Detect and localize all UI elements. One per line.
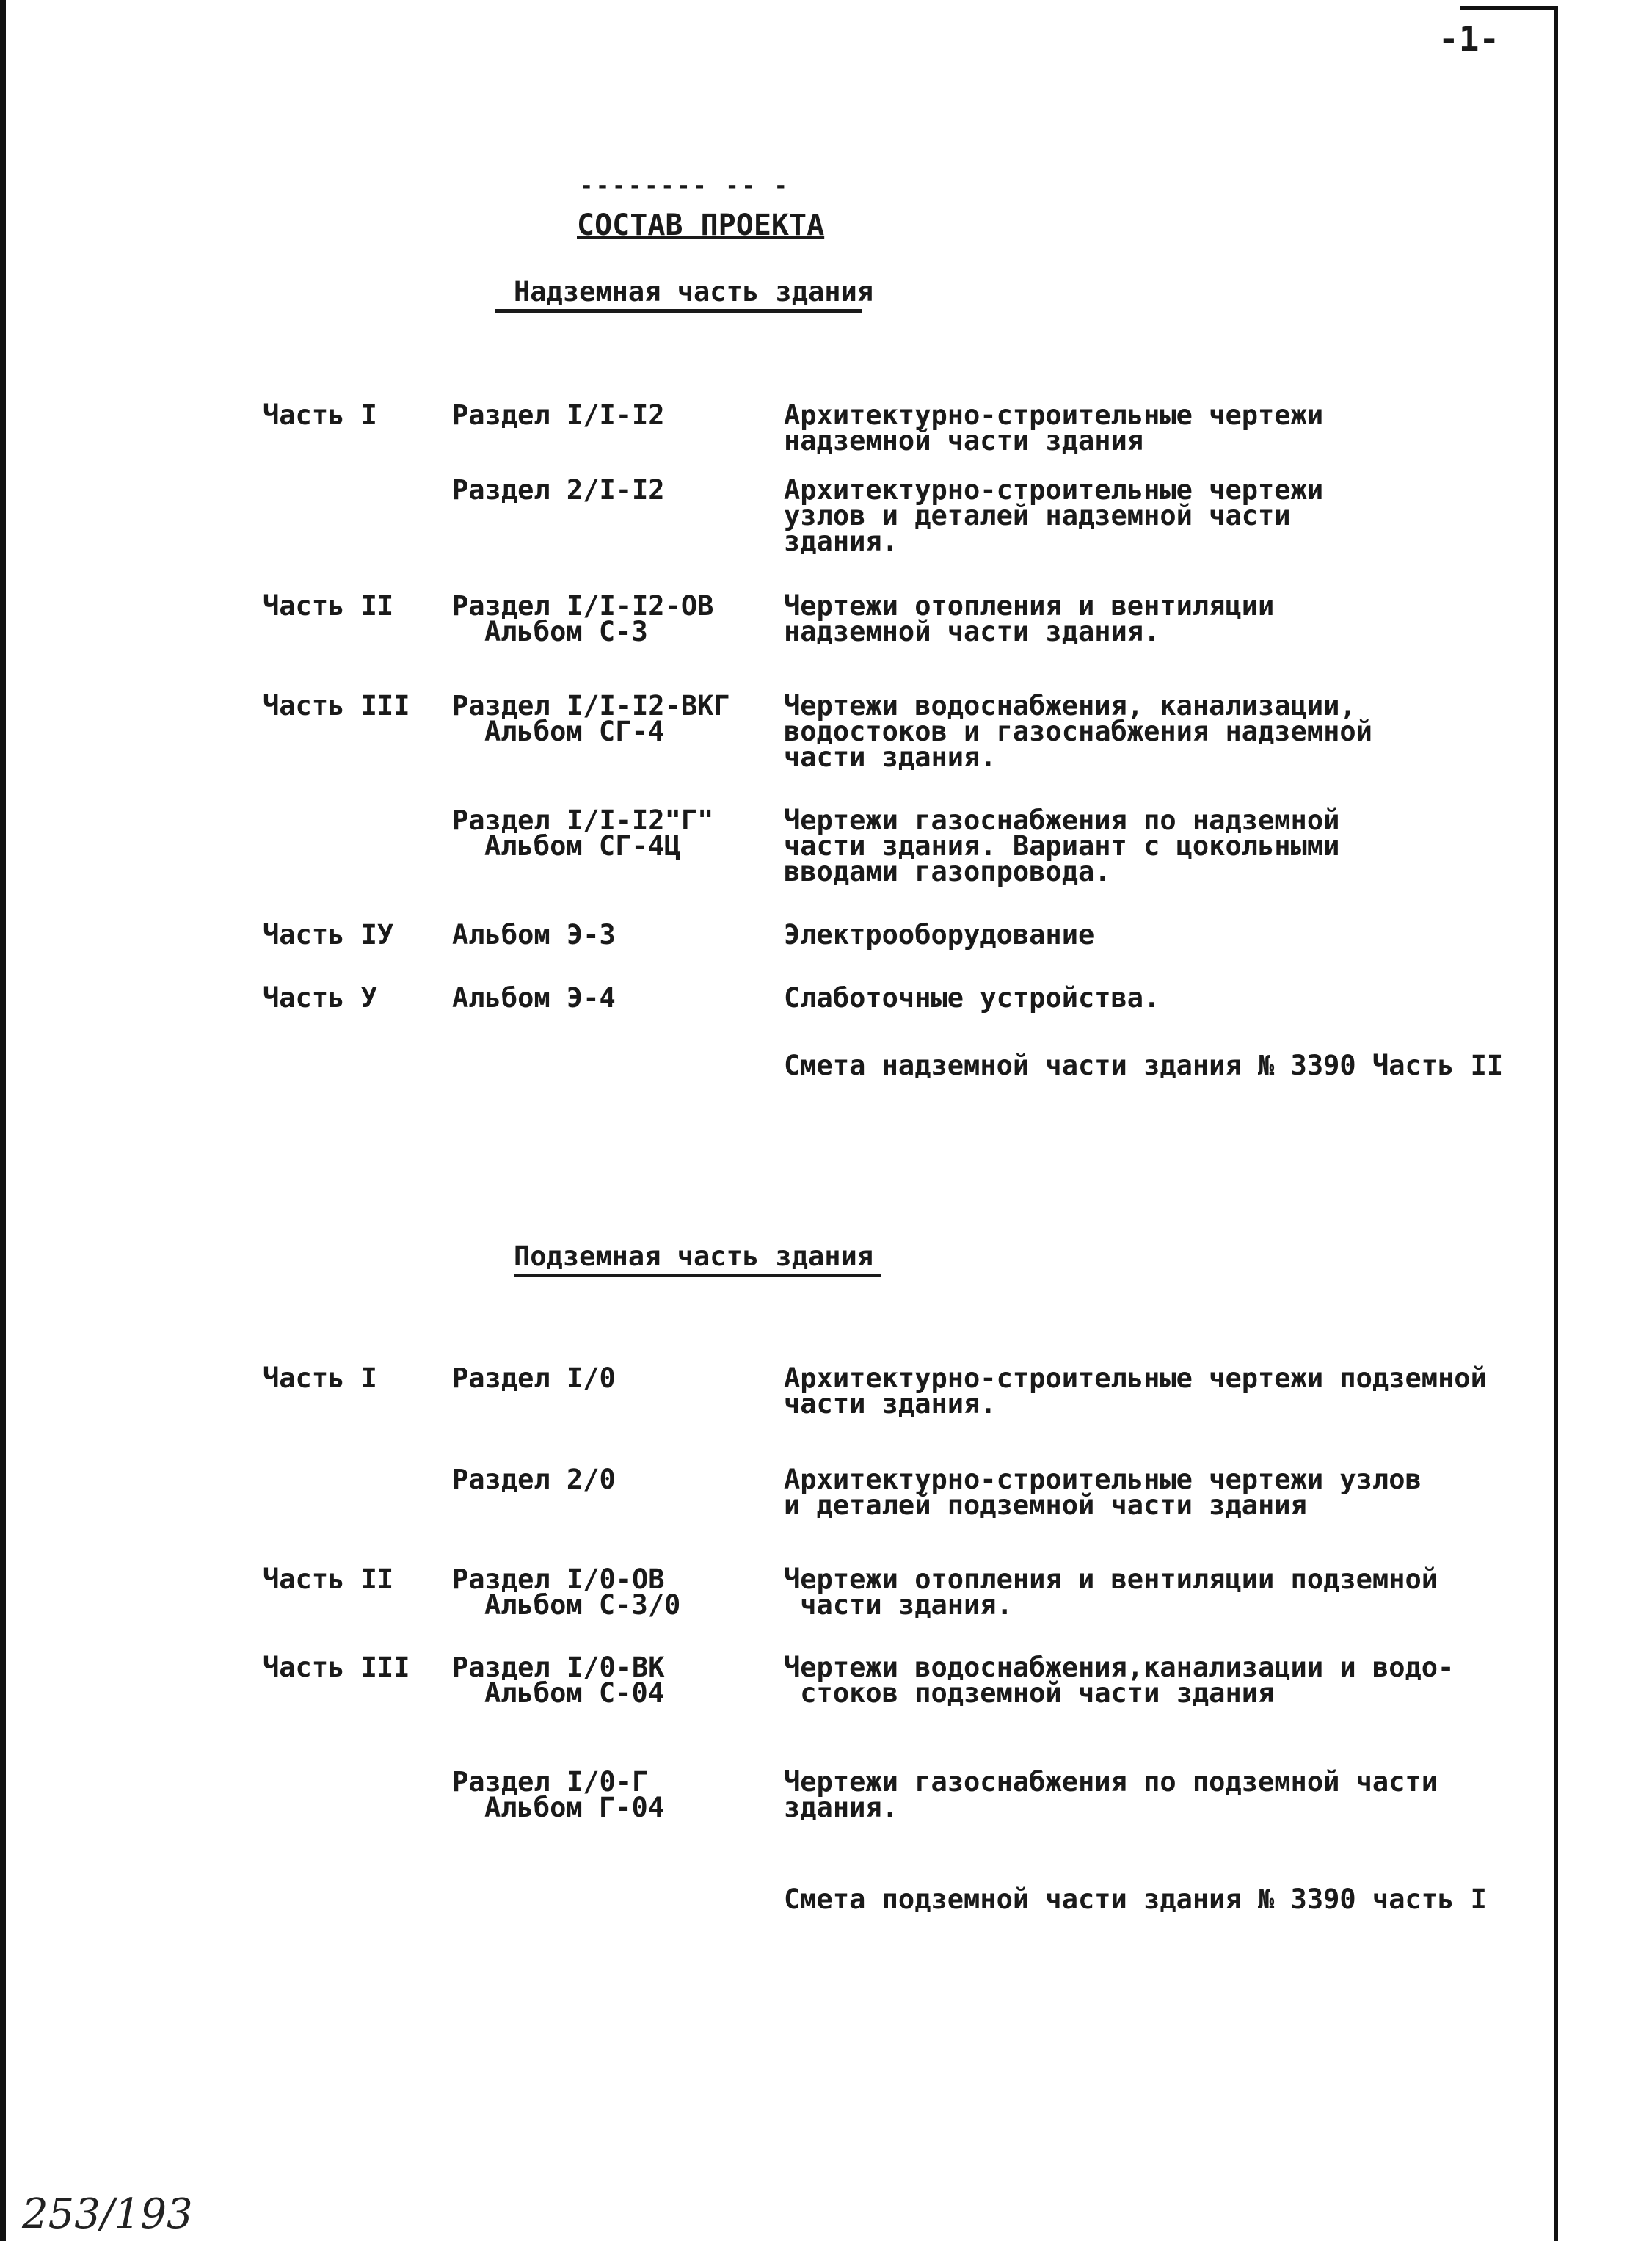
heading-underline — [514, 1274, 881, 1277]
description-line: и деталей подземной части здания — [784, 1489, 1307, 1521]
above_ground-part-label: Часть IУ — [263, 919, 394, 951]
description-line: водостоков и газоснабжения надземной — [784, 716, 1372, 747]
above_ground-section-ref — [452, 804, 714, 862]
above_ground-section-ref — [452, 590, 714, 647]
section-line: Раздел I/I-I2 — [452, 399, 665, 431]
section-line: Раздел 2/0 — [452, 1464, 616, 1495]
description-line: здания. — [784, 1792, 898, 1823]
below_ground-section-ref — [452, 1766, 665, 1823]
description-line: части здания. — [784, 1388, 997, 1420]
above_ground-section-ref — [452, 399, 665, 431]
above_ground-part-label: Часть II — [263, 590, 394, 622]
description-line: Чертежи водоснабжения,канализации и водо- — [784, 1652, 1455, 1683]
description-line: узлов и деталей надземной части — [784, 500, 1291, 531]
above_ground-description — [784, 804, 1340, 887]
above_ground-section-ref — [452, 982, 616, 1014]
below_ground-section-ref — [452, 1563, 681, 1621]
above_ground-section-ref — [452, 474, 665, 506]
description-line: вводами газопровода. — [784, 856, 1111, 887]
below-ground-estimate: Смета подземной части здания № 3390 часть I — [784, 1884, 1487, 1915]
below-ground-heading-text: Подземная часть здания — [514, 1241, 874, 1272]
above_ground-section-ref — [452, 690, 730, 747]
section-line: Альбом СГ-4Ц — [484, 830, 681, 862]
section-line: Альбом Г-04 — [484, 1792, 665, 1823]
above_ground-description — [784, 919, 1095, 951]
description-line: стоков подземной части здания — [784, 1677, 1275, 1709]
below_ground-section-ref — [452, 1652, 665, 1709]
section-line: Альбом С-3/0 — [484, 1589, 681, 1621]
description-line: Чертежи газоснабжения по надземной — [784, 804, 1340, 836]
above-ground-estimate: Смета надземной части здания № 3390 Часть II — [784, 1050, 1504, 1081]
below_ground-description — [784, 1464, 1422, 1521]
document-title: СОСТАВ ПРОЕКТА — [577, 208, 825, 242]
above_ground-description — [784, 982, 1160, 1014]
below_ground-part-label: Часть II — [263, 1563, 394, 1595]
above_ground-section-ref — [452, 919, 616, 951]
below-ground-heading — [514, 1241, 881, 1277]
section-line: Раздел I/0 — [452, 1362, 616, 1394]
below_ground-section-ref — [452, 1362, 616, 1394]
description-line: здания. — [784, 526, 898, 557]
above_ground-part-label: Часть I — [263, 399, 377, 431]
below_ground-part-label: Часть III — [263, 1652, 410, 1683]
page-number: -1- — [1438, 19, 1500, 59]
above-ground-heading — [514, 276, 873, 313]
below_ground-description — [784, 1563, 1438, 1621]
above_ground-description — [784, 399, 1324, 457]
section-line: Раздел I/I-I2-ОВ — [452, 590, 714, 622]
above_ground-description — [784, 590, 1275, 647]
description-line: части здания. — [784, 741, 997, 773]
description-line: надземной части здания — [784, 425, 1144, 457]
description-line: Слаботочные устройства. — [784, 982, 1160, 1014]
section-line: Раздел I/0-Г — [452, 1766, 649, 1798]
handwritten-number: 253/193 — [22, 2190, 193, 2238]
section-line: Альбом С-3 — [484, 616, 648, 647]
description-line: Архитектурно-строительные чертежи подземной — [784, 1362, 1487, 1394]
page-border-right — [1554, 9, 1558, 2241]
page-border-top — [1460, 6, 1558, 10]
description-line: части здания. Вариант с цокольными — [784, 830, 1340, 862]
above_ground-part-label: Часть У — [263, 982, 377, 1014]
above-ground-heading-text: Надземная часть здания — [514, 276, 874, 308]
section-line: Раздел I/I-I2"Г" — [452, 804, 714, 836]
above_ground-description — [784, 690, 1372, 773]
section-line: Альбом СГ-4 — [484, 716, 665, 747]
below_ground-description — [784, 1652, 1455, 1709]
description-line: надземной части здания. — [784, 616, 1160, 647]
above_ground-description — [784, 474, 1324, 557]
description-line: части здания. — [784, 1589, 1013, 1621]
section-line: Альбом Э-4 — [452, 982, 616, 1014]
heading-underline — [495, 309, 862, 313]
section-line: Альбом Э-3 — [452, 919, 616, 951]
section-line: Раздел 2/I-I2 — [452, 474, 665, 506]
description-line: Архитектурно-строительные чертежи узлов — [784, 1464, 1422, 1495]
description-line: Архитектурно-строительные чертежи — [784, 474, 1324, 506]
description-line: Чертежи отопления и вентиляции подземной — [784, 1563, 1438, 1595]
section-line: Раздел I/0-ВК — [452, 1652, 665, 1683]
section-line: Раздел I/0-ОВ — [452, 1563, 665, 1595]
description-line: Архитектурно-строительные чертежи — [784, 399, 1324, 431]
below_ground-section-ref — [452, 1464, 616, 1495]
page-border-left — [0, 0, 6, 2241]
below_ground-description — [784, 1362, 1487, 1420]
section-line: Альбом С-04 — [484, 1677, 665, 1709]
description-line: Чертежи отопления и вентиляции — [784, 590, 1275, 622]
above_ground-part-label: Часть III — [263, 690, 410, 722]
below_ground-part-label: Часть I — [263, 1362, 377, 1394]
description-line: Электрооборудование — [784, 919, 1095, 951]
below_ground-description — [784, 1766, 1438, 1823]
description-line: Чертежи газоснабжения по подземной части — [784, 1766, 1438, 1798]
section-line: Раздел I/I-I2-ВКГ — [452, 690, 730, 722]
header-dashes: -------- -- - — [580, 173, 790, 199]
description-line: Чертежи водоснабжения, канализации, — [784, 690, 1356, 722]
